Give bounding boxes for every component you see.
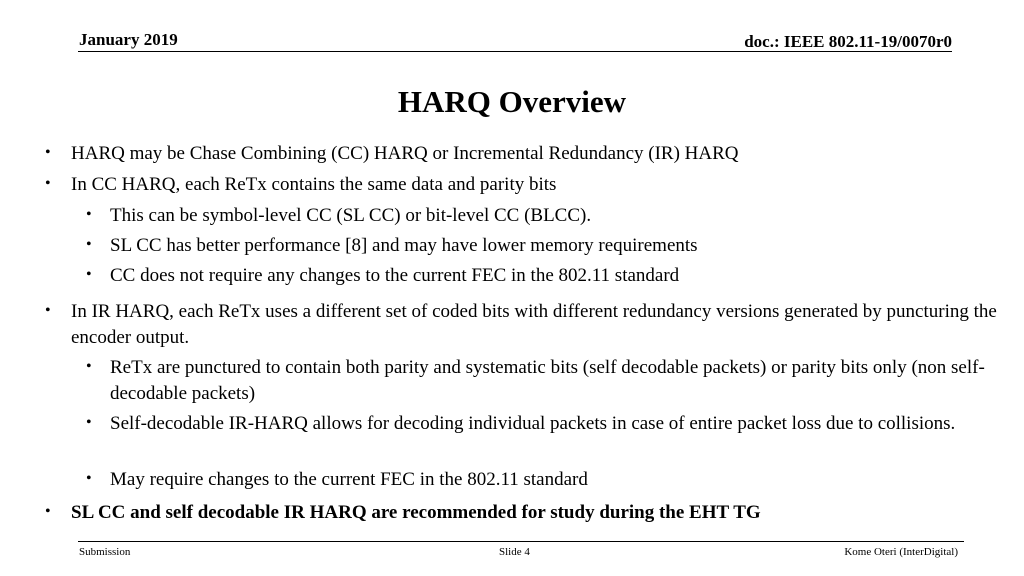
- sub-bullet-glyph: •: [86, 358, 92, 375]
- sub-bullet-glyph: •: [86, 236, 92, 253]
- sub-bullet-item: Self-decodable IR-HARQ allows for decoding individual packets in case of entire packet loss due to collisions.: [110, 413, 956, 434]
- bullet-glyph: •: [45, 144, 51, 161]
- sub-bullet-item: ReTx are punctured to contain both parity and systematic bits (self decodable packets) or parity bits only (non self-decodable packets): [110, 357, 985, 404]
- sub-bullet-item: May require changes to the current FEC in the 802.11 standard: [110, 469, 588, 490]
- footer-slide-number: Slide 4: [499, 546, 530, 558]
- bullet-glyph: •: [45, 302, 51, 319]
- bullet-glyph: •: [45, 175, 51, 192]
- bullet-item: In CC HARQ, each ReTx contains the same data and parity bits: [71, 174, 557, 195]
- bullet-item: HARQ may be Chase Combining (CC) HARQ or Incremental Redundancy (IR) HARQ: [71, 143, 739, 164]
- header-rule: [78, 51, 952, 52]
- sub-bullet-item: SL CC has better performance [8] and may have lower memory requirements: [110, 235, 698, 256]
- sub-bullet-item: CC does not require any changes to the current FEC in the 802.11 standard: [110, 265, 680, 286]
- footer-rule: [78, 541, 964, 542]
- bullet-glyph: •: [45, 503, 51, 520]
- bullet-item: In IR HARQ, each ReTx uses a different set of coded bits with different redundancy versions generated by puncturing the encoder output.: [71, 301, 997, 348]
- bullet-item-recommendation: SL CC and self decodable IR HARQ are recommended for study during the EHT TG: [71, 502, 761, 523]
- sub-bullet-glyph: •: [86, 470, 92, 487]
- sub-bullet-glyph: •: [86, 266, 92, 283]
- sub-bullet-glyph: •: [86, 206, 92, 223]
- slide-title: HARQ Overview: [397, 84, 627, 119]
- header-date: January 2019: [79, 30, 178, 49]
- footer-author: Kome Oteri (InterDigital): [844, 546, 958, 558]
- header-doc-id: doc.: IEEE 802.11-19/0070r0: [744, 32, 952, 51]
- footer-submission: Submission: [79, 546, 131, 558]
- sub-bullet-glyph: •: [86, 414, 92, 431]
- sub-bullet-item: This can be symbol-level CC (SL CC) or bit-level CC (BLCC).: [110, 205, 592, 226]
